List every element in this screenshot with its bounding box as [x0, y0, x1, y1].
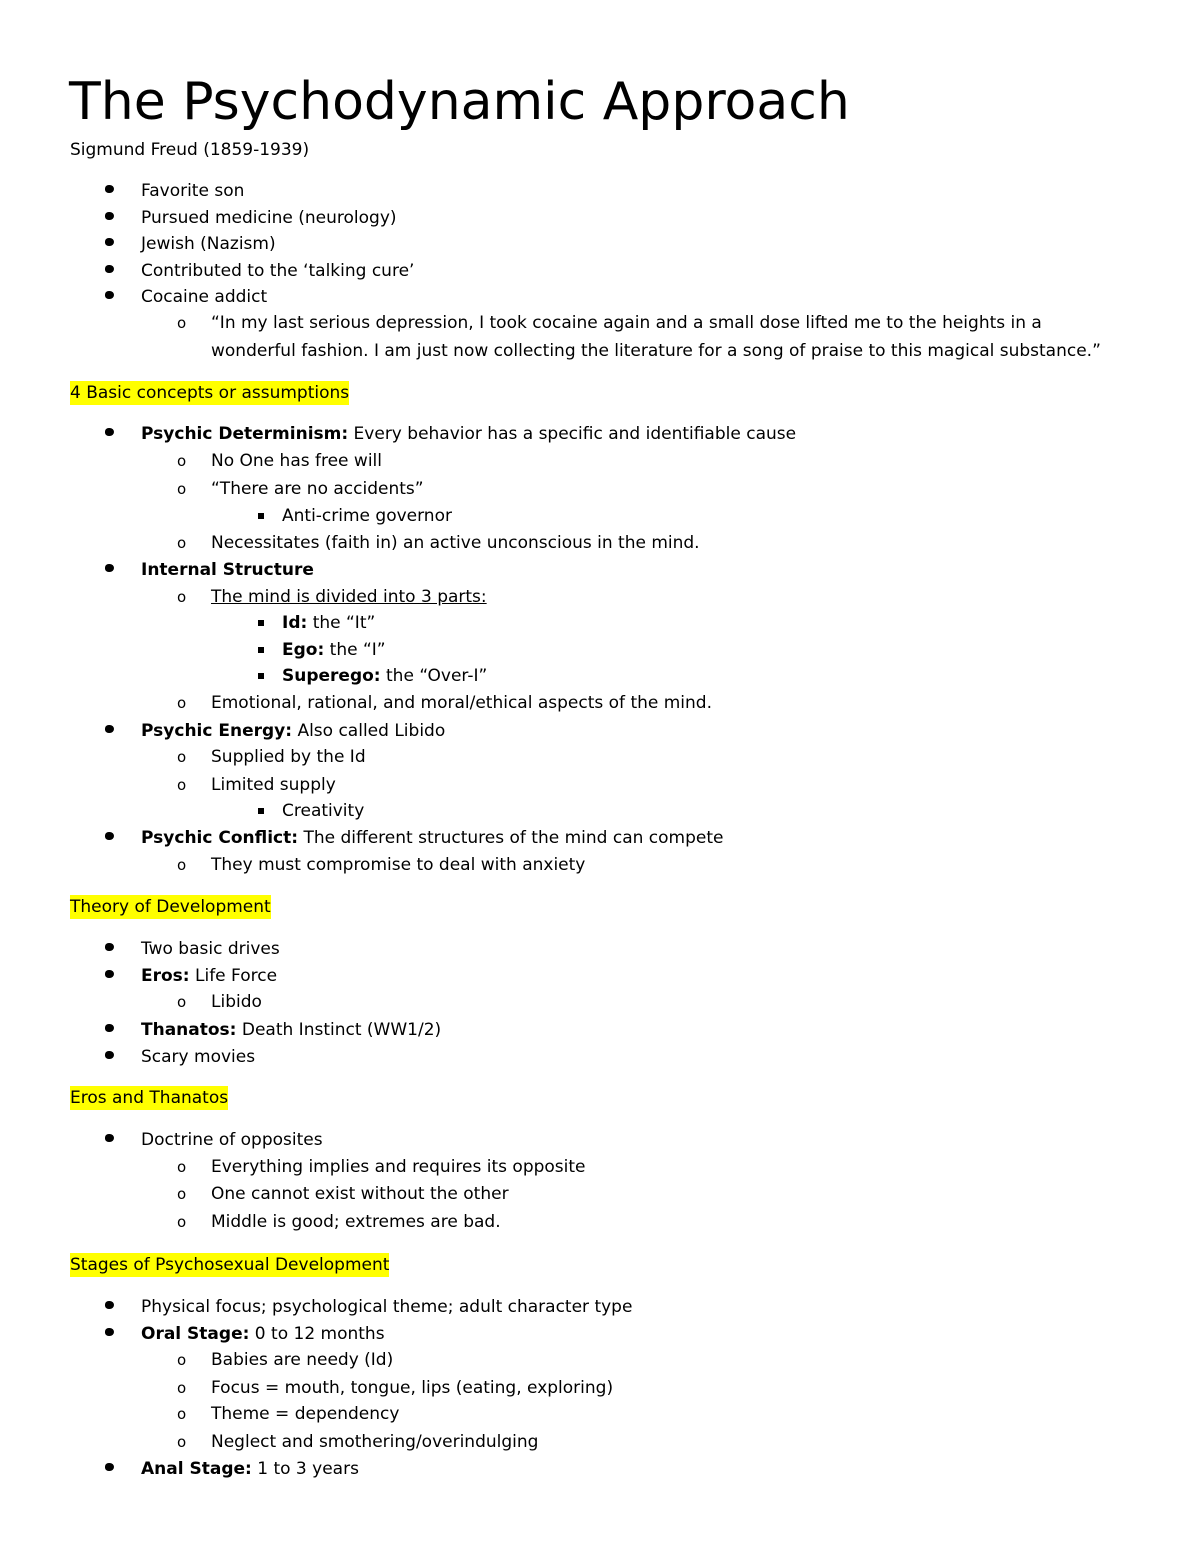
list-item: Two basic drives: [141, 939, 280, 959]
term: Psychic Energy:: [141, 721, 293, 741]
definition: Every behavior has a specific and identifiable cause: [348, 424, 797, 444]
list-item: [141, 1457, 359, 1481]
section-heading: 4 Basic concepts or assumptions: [70, 383, 350, 403]
list-item: One cannot exist without the other: [211, 1184, 509, 1204]
list-item: [141, 558, 314, 582]
term: Psychic Determinism:: [141, 424, 349, 444]
list-item: [141, 826, 723, 850]
list-item: Pursued medicine (neurology): [141, 208, 397, 228]
list-item: Focus = mouth, tongue, lips (eating, exploring): [211, 1378, 614, 1398]
term: Anal Stage:: [141, 1459, 252, 1479]
circle-bullet-icon: o: [177, 534, 187, 552]
list-item: Scary movies: [141, 1047, 256, 1067]
list-item: Libido: [211, 992, 262, 1012]
circle-bullet-icon: o: [177, 314, 187, 332]
bullet-icon: [105, 185, 114, 193]
bullet-icon: [105, 943, 114, 951]
bullet-icon: [105, 970, 114, 978]
list-item: [141, 1322, 385, 1346]
bullet-icon: [105, 265, 114, 273]
bullet-icon: [105, 725, 114, 733]
square-bullet-icon: [258, 620, 264, 626]
bullet-icon: [105, 832, 114, 840]
list-item: Middle is good; extremes are bad.: [211, 1212, 501, 1232]
bullet-icon: [105, 238, 114, 246]
term: Superego:: [282, 666, 381, 686]
list-item: [141, 964, 277, 988]
quote-line: wonderful fashion. I am just now collecting the literature for a song of praise to this magical substance.”: [211, 341, 1101, 361]
bullet-icon: [105, 1463, 114, 1471]
square-bullet-icon: [258, 513, 264, 519]
circle-bullet-icon: o: [177, 1158, 187, 1176]
bullet-icon: [105, 1024, 114, 1032]
list-item: They must compromise to deal with anxiety: [211, 855, 586, 875]
term: Oral Stage:: [141, 1324, 250, 1344]
list-item: Limited supply: [211, 775, 336, 795]
list-item: Jewish (Nazism): [141, 234, 276, 254]
list-item: Theme = dependency: [211, 1404, 400, 1424]
circle-bullet-icon: o: [177, 1433, 187, 1451]
section-heading: Stages of Psychosexual Development: [70, 1255, 390, 1275]
circle-bullet-icon: o: [177, 1351, 187, 1369]
circle-bullet-icon: o: [177, 694, 187, 712]
definition: Also called Libido: [292, 721, 446, 741]
quote-line: “In my last serious depression, I took cocaine again and a small dose lifted me to the heights in a: [211, 313, 1042, 333]
list-item: Creativity: [282, 801, 365, 821]
term: Eros:: [141, 966, 190, 986]
list-item: Emotional, rational, and moral/ethical aspects of the mind.: [211, 693, 712, 713]
list-item: Necessitates (faith in) an active unconscious in the mind.: [211, 533, 700, 553]
term: Psychic Conflict:: [141, 828, 299, 848]
list-item: Cocaine addict: [141, 287, 268, 307]
list-item: [141, 719, 445, 743]
circle-bullet-icon: o: [177, 856, 187, 874]
list-item: [282, 638, 386, 662]
page-title: The Psychodynamic Approach: [69, 72, 850, 132]
list-item: [282, 611, 375, 635]
square-bullet-icon: [258, 808, 264, 814]
section-heading: Theory of Development: [70, 897, 271, 917]
circle-bullet-icon: o: [177, 993, 187, 1011]
list-item: No One has free will: [211, 451, 382, 471]
definition: 0 to 12 months: [249, 1324, 385, 1344]
bullet-icon: [105, 564, 114, 572]
circle-bullet-icon: o: [177, 1379, 187, 1397]
subtitle: Sigmund Freud (1859-1939): [70, 140, 310, 160]
bullet-icon: [105, 291, 114, 299]
definition: the “I”: [324, 640, 386, 660]
circle-bullet-icon: o: [177, 776, 187, 794]
list-item: Contributed to the ‘talking cure’: [141, 261, 415, 281]
bullet-icon: [105, 1134, 114, 1142]
square-bullet-icon: [258, 673, 264, 679]
bullet-icon: [105, 428, 114, 436]
definition: The different structures of the mind can compete: [298, 828, 724, 848]
bullet-icon: [105, 1328, 114, 1336]
list-item: [282, 664, 487, 688]
list-item: [141, 422, 796, 446]
term: Internal Structure: [141, 560, 314, 580]
list-item: Babies are needy (Id): [211, 1350, 394, 1370]
list-item: Supplied by the Id: [211, 747, 366, 767]
list-item: Neglect and smothering/overindulging: [211, 1432, 539, 1452]
definition: the “Over-I”: [380, 666, 488, 686]
definition: the “It”: [307, 613, 376, 633]
bullet-icon: [105, 212, 114, 220]
circle-bullet-icon: o: [177, 1405, 187, 1423]
term: Thanatos:: [141, 1020, 237, 1040]
list-item: Doctrine of opposites: [141, 1130, 323, 1150]
list-item: Physical focus; psychological theme; adult character type: [141, 1297, 633, 1317]
list-item: The mind is divided into 3 parts:: [211, 587, 487, 607]
circle-bullet-icon: o: [177, 452, 187, 470]
definition: Life Force: [189, 966, 278, 986]
bullet-icon: [105, 1301, 114, 1309]
list-item: Everything implies and requires its opposite: [211, 1157, 586, 1177]
circle-bullet-icon: o: [177, 588, 187, 606]
list-item: “There are no accidents”: [211, 479, 424, 499]
definition: 1 to 3 years: [251, 1459, 359, 1479]
list-item: [141, 1018, 441, 1042]
section-heading: Eros and Thanatos: [70, 1088, 229, 1108]
circle-bullet-icon: o: [177, 1185, 187, 1203]
square-bullet-icon: [258, 647, 264, 653]
definition: Death Instinct (WW1/2): [236, 1020, 442, 1040]
list-item: Anti-crime governor: [282, 506, 452, 526]
list-item: Favorite son: [141, 181, 245, 201]
circle-bullet-icon: o: [177, 1213, 187, 1231]
circle-bullet-icon: o: [177, 480, 187, 498]
term: Id:: [282, 613, 308, 633]
circle-bullet-icon: o: [177, 748, 187, 766]
bullet-icon: [105, 1051, 114, 1059]
term: Ego:: [282, 640, 325, 660]
